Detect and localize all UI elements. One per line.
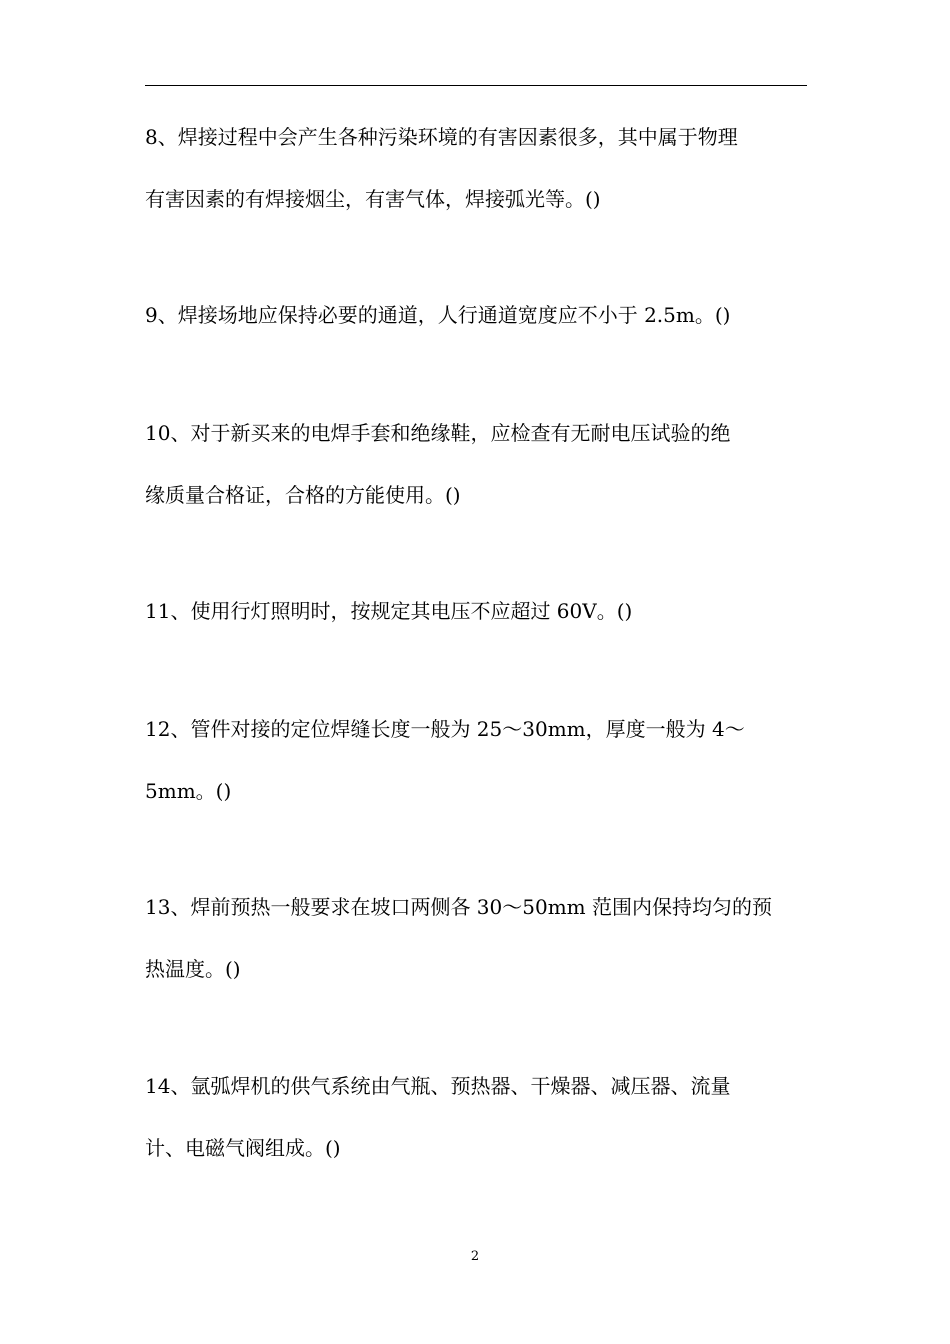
question-14-line-1: 14、氩弧焊机的供气系统由气瓶、预热器、干燥器、减压器、流量	[145, 1074, 731, 1098]
question-9-line-1: 9、焊接场地应保持必要的通道，人行通道宽度应不小于 2.5m。()	[145, 303, 731, 327]
page-number: 2	[470, 1249, 480, 1264]
header-rule	[145, 85, 807, 86]
question-13-line-2: 热温度。()	[145, 957, 241, 981]
question-8-line-1: 8、焊接过程中会产生各种污染环境的有害因素很多，其中属于物理	[145, 125, 738, 149]
question-13-line-1: 13、焊前预热一般要求在坡口两侧各 30～50mm 范围内保持均匀的预	[145, 895, 772, 919]
question-10-line-1: 10、对于新买来的电焊手套和绝缘鞋，应检查有无耐电压试验的绝	[145, 421, 731, 445]
question-12-line-1: 12、管件对接的定位焊缝长度一般为 25～30mm，厚度一般为 4～	[145, 717, 745, 741]
question-14-line-2: 计、电磁气阀组成。()	[145, 1136, 341, 1160]
question-12-line-2: 5mm。()	[145, 779, 232, 803]
question-10-line-2: 缘质量合格证，合格的方能使用。()	[145, 483, 461, 507]
question-8-line-2: 有害因素的有焊接烟尘，有害气体，焊接弧光等。()	[145, 187, 601, 211]
question-11-line-1: 11、使用行灯照明时，按规定其电压不应超过 60V。()	[145, 599, 633, 623]
